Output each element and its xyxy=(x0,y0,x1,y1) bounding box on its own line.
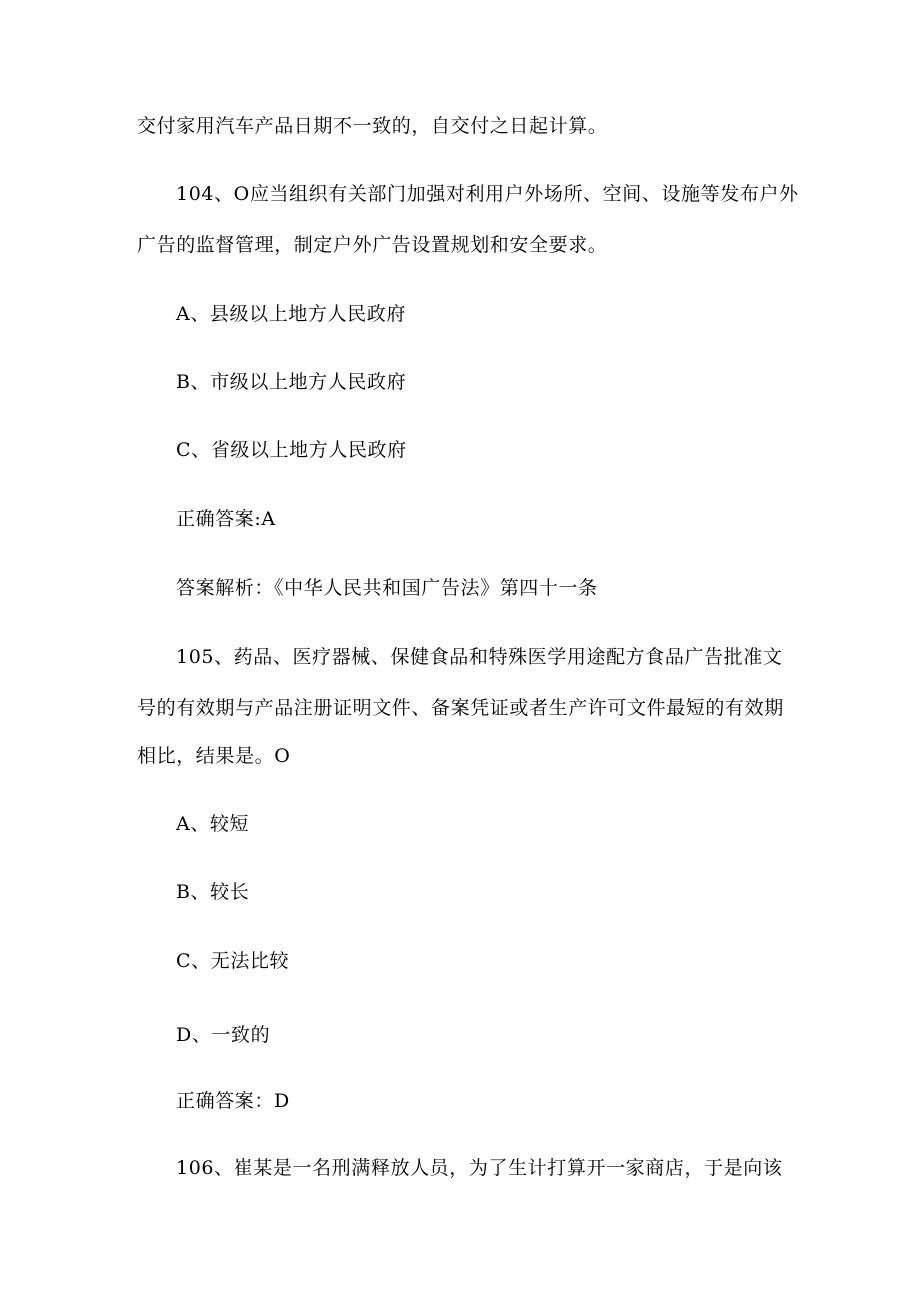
question-105-line-1: 105、药品、医疗器械、保健食品和特殊医学用途配方食品广告批准文 xyxy=(176,646,783,668)
paragraph-continuation: 交付家用汽车产品日期不一致的，自交付之日起计算。 xyxy=(137,115,608,137)
question-104-answer: 正确答案:A xyxy=(176,508,276,530)
question-104-line-1: 104、O应当组织有关部门加强对利用户外场所、空间、设施等发布户外 xyxy=(176,183,799,205)
question-104-explanation: 答案解析：《中华人民共和国广告法》第四十一条 xyxy=(176,577,598,599)
question-104-line-2: 广告的监督管理，制定户外广告设置规划和安全要求。 xyxy=(137,234,608,256)
question-105-answer: 正确答案：D xyxy=(176,1090,290,1112)
question-104-option-c: C、省级以上地方人民政府 xyxy=(176,439,407,461)
question-105-option-d: D、一致的 xyxy=(176,1024,271,1046)
question-106-line-1: 106、崔某是一名刑满释放人员，为了生计打算开一家商店，于是向该 xyxy=(176,1157,783,1179)
question-105-option-c: C、无法比较 xyxy=(176,950,290,972)
question-105-line-2: 号的有效期与产品注册证明文件、备案凭证或者生产许可文件最短的有效期 xyxy=(137,697,784,719)
question-104-option-a: A、县级以上地方人民政府 xyxy=(176,303,406,325)
question-104-option-b: B、市级以上地方人民政府 xyxy=(176,371,407,393)
question-105-option-a: A、较短 xyxy=(176,813,250,835)
question-105-option-b: B、较长 xyxy=(176,881,250,903)
question-105-line-3: 相比，结果是。O xyxy=(137,745,291,767)
